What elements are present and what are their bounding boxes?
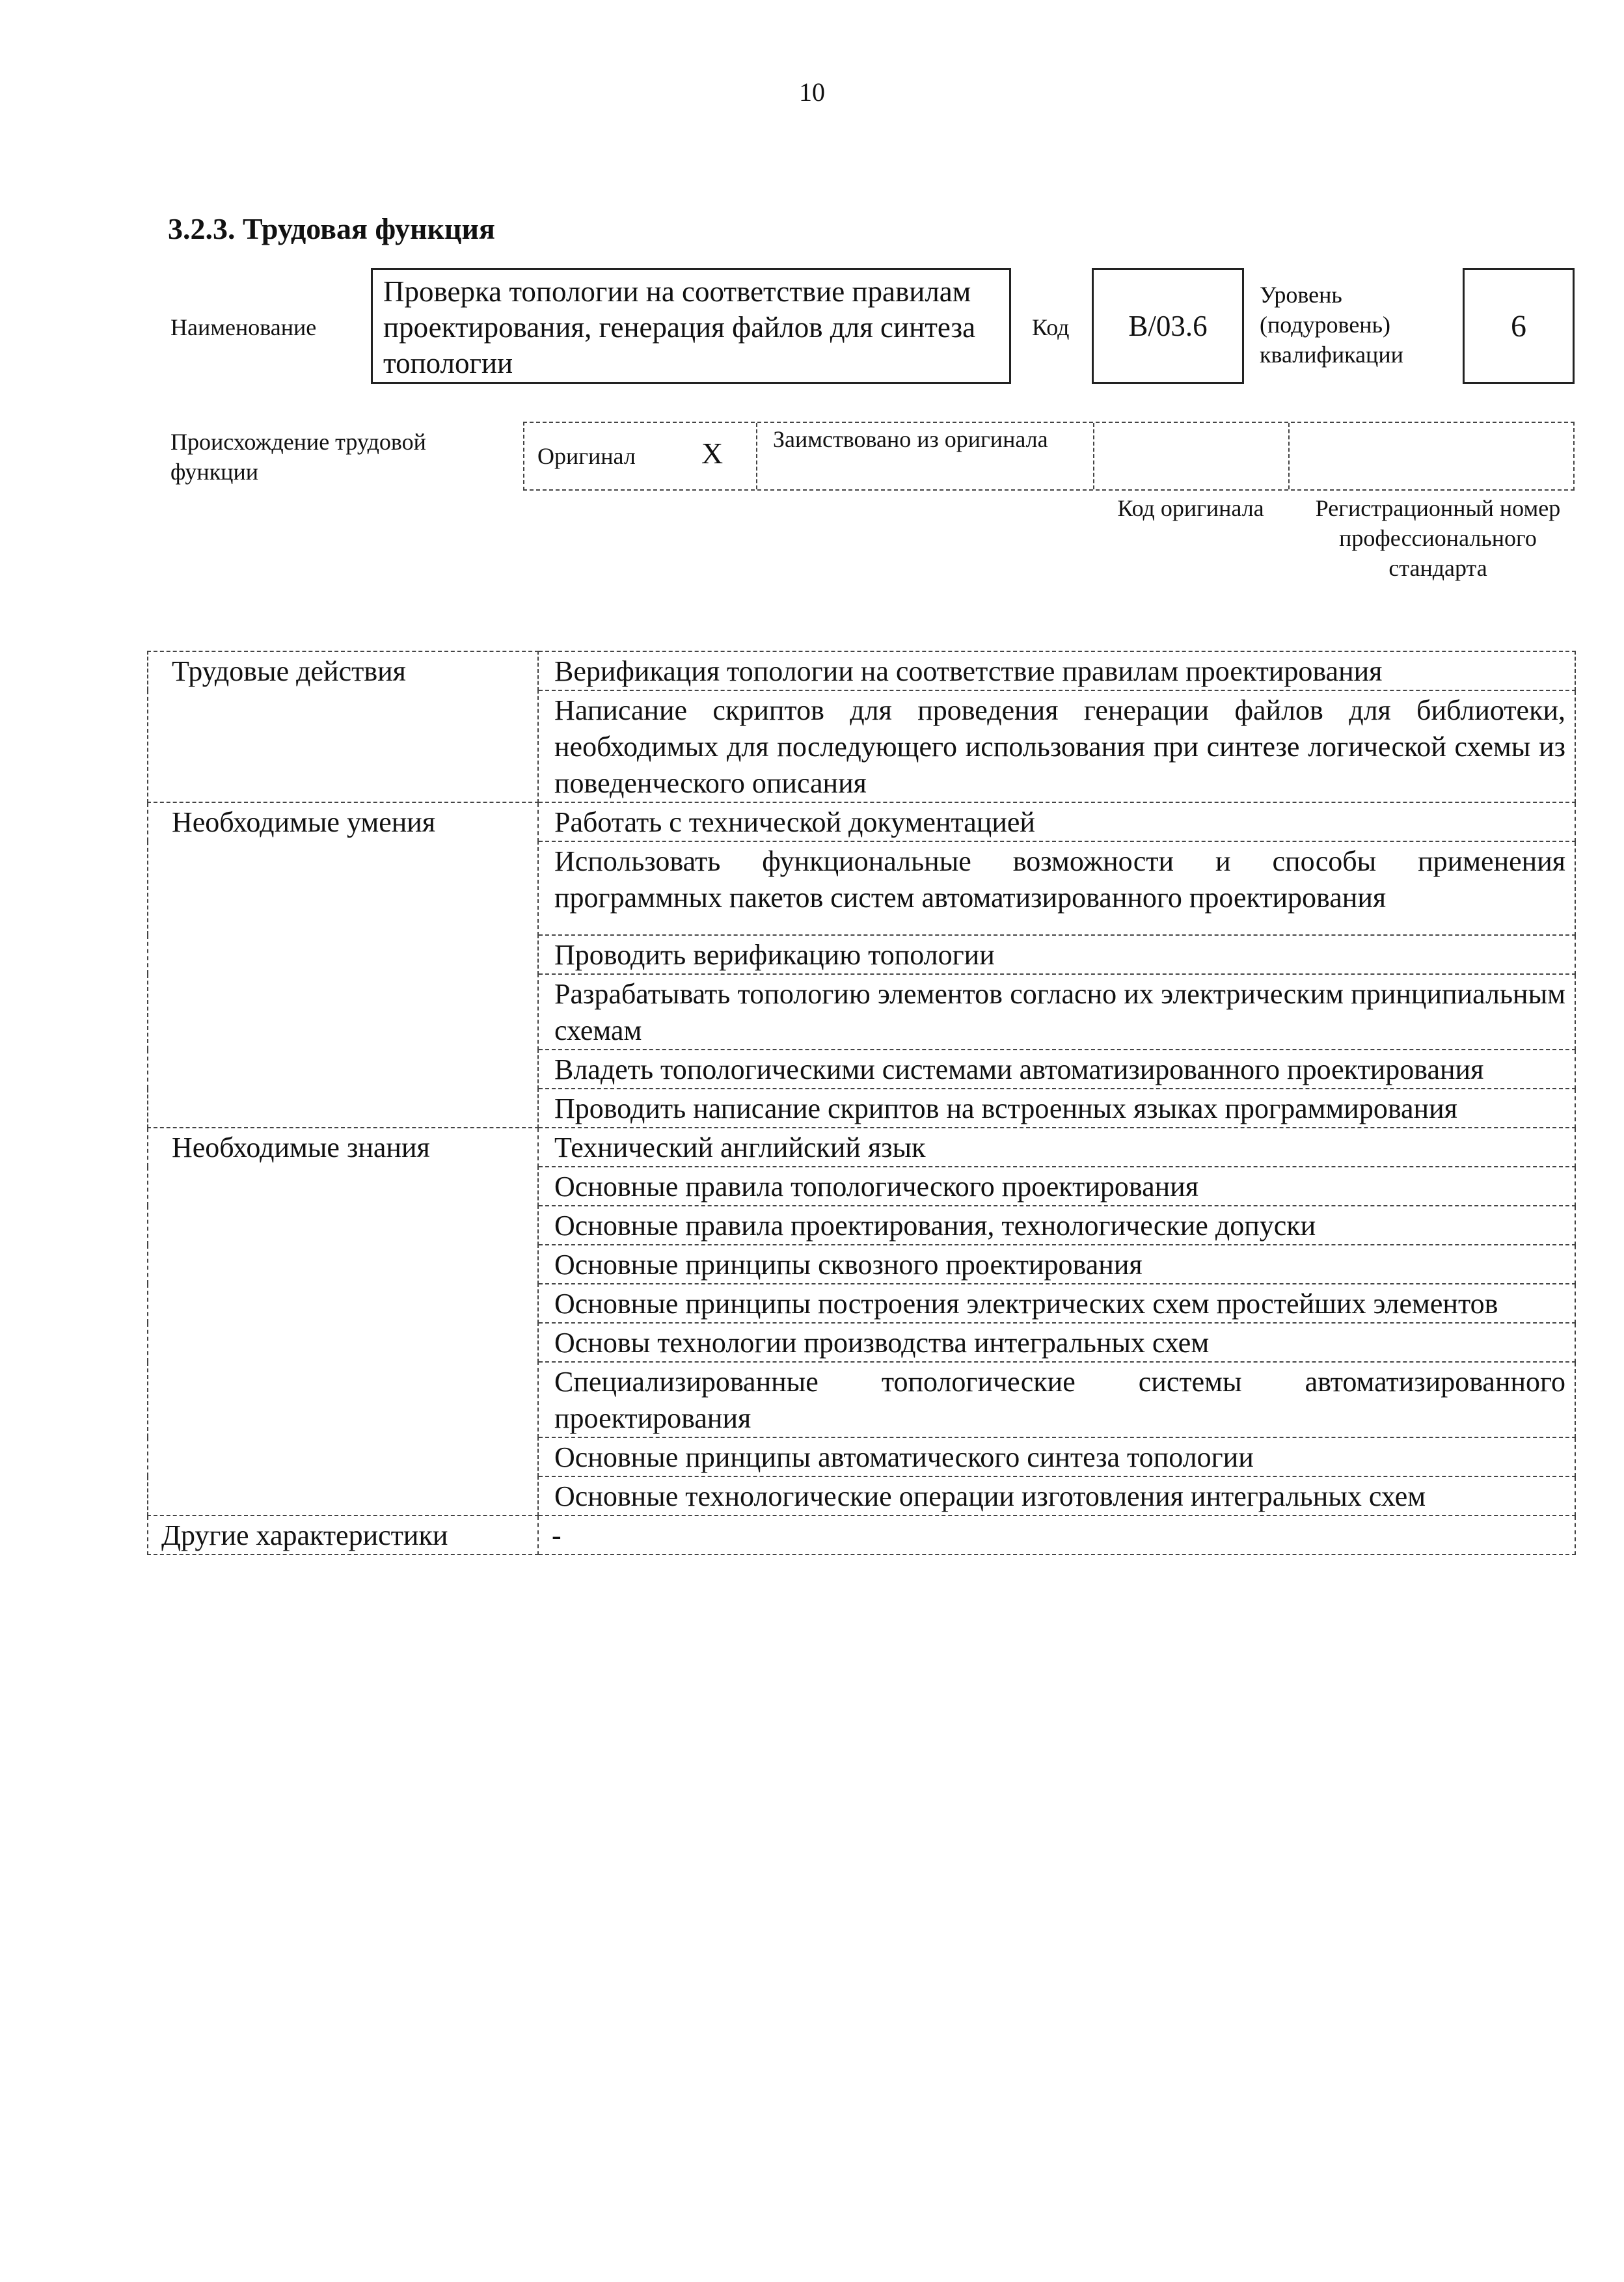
reg-number-caption: Регистрационный номер профессионального стандарта xyxy=(1315,495,1561,581)
list-item: Основные принципы сквозного проектирования xyxy=(538,1245,1575,1284)
list-item: Проводить верификацию топологии xyxy=(538,935,1575,974)
function-details-table xyxy=(147,651,1576,1555)
table-row xyxy=(148,1128,1575,1167)
category-cell: Необходимые знания xyxy=(148,1128,538,1515)
code-value: B/03.6 xyxy=(1128,310,1208,342)
list-item: Основные принципы автоматического синтеза топологии xyxy=(538,1437,1575,1476)
borrowed-label: Заимствовано из оригинала xyxy=(773,426,1048,452)
list-item: Написание скриптов для проведения генерации файлов для библиотеки, необходимых для последующего использования при синтезе логической схемы из поведенческого описания xyxy=(538,690,1575,802)
category-cell: Другие характеристики xyxy=(148,1515,538,1555)
list-item: Разрабатывать топологию элементов согласно их электрическим принципиальным схемам xyxy=(538,974,1575,1050)
table-row xyxy=(148,802,1575,841)
code-box xyxy=(1092,268,1244,384)
original-label: Оригинал xyxy=(537,443,636,469)
table-row xyxy=(148,651,1575,690)
page-number: 10 xyxy=(799,77,825,107)
original-mark: X xyxy=(701,437,724,470)
list-item: Проводить написание скриптов на встроенных языках программирования xyxy=(538,1089,1575,1128)
list-item: Использовать функциональные возможности и способы применения программных пакетов систем автоматизированного проектирования xyxy=(538,841,1575,935)
code-original-caption: Код оригинала xyxy=(1117,495,1264,521)
list-item: Верификация топологии на соответствие правилам проектирования xyxy=(538,651,1575,690)
category-cell: Необходимые умения xyxy=(148,802,538,1128)
code-label: Код xyxy=(1032,314,1070,340)
origin-original-cell xyxy=(524,423,757,489)
level-label: Уровень (подуровень) квалификации xyxy=(1260,282,1403,368)
function-name-value: Проверка топологии на соответствие правилам проектирования, генерация файлов для синтеза топологии xyxy=(383,275,976,379)
name-label: Наименование xyxy=(170,314,317,340)
origin-code-cell xyxy=(1094,423,1290,489)
list-item: Основные правила проектирования, технологические допуски xyxy=(538,1206,1575,1245)
origin-box xyxy=(523,422,1575,491)
list-item: Работать с технической документацией xyxy=(538,802,1575,841)
list-item: Технический английский язык xyxy=(538,1128,1575,1167)
category-cell: Трудовые действия xyxy=(148,651,538,802)
list-item: - xyxy=(538,1515,1575,1555)
section-title: 3.2.3. Трудовая функция xyxy=(168,212,495,245)
list-item: Специализированные топологические системы автоматизированного проектирования xyxy=(538,1362,1575,1437)
table-row xyxy=(148,1515,1575,1555)
list-item: Владеть топологическими системами автоматизированного проектирования xyxy=(538,1050,1575,1089)
origin-reg-number-cell xyxy=(1290,423,1573,489)
origin-label: Происхождение трудовой функции xyxy=(170,429,426,485)
origin-borrowed-cell xyxy=(757,423,1094,489)
list-item: Основные принципы построения электрических схем простейших элементов xyxy=(538,1284,1575,1323)
list-item: Основные технологические операции изготовления интегральных схем xyxy=(538,1476,1575,1515)
list-item: Основы технологии производства интегральных схем xyxy=(538,1323,1575,1362)
list-item: Основные правила топологического проектирования xyxy=(538,1167,1575,1206)
function-name-box xyxy=(371,268,1011,384)
level-value: 6 xyxy=(1511,308,1526,344)
level-box xyxy=(1463,268,1575,384)
